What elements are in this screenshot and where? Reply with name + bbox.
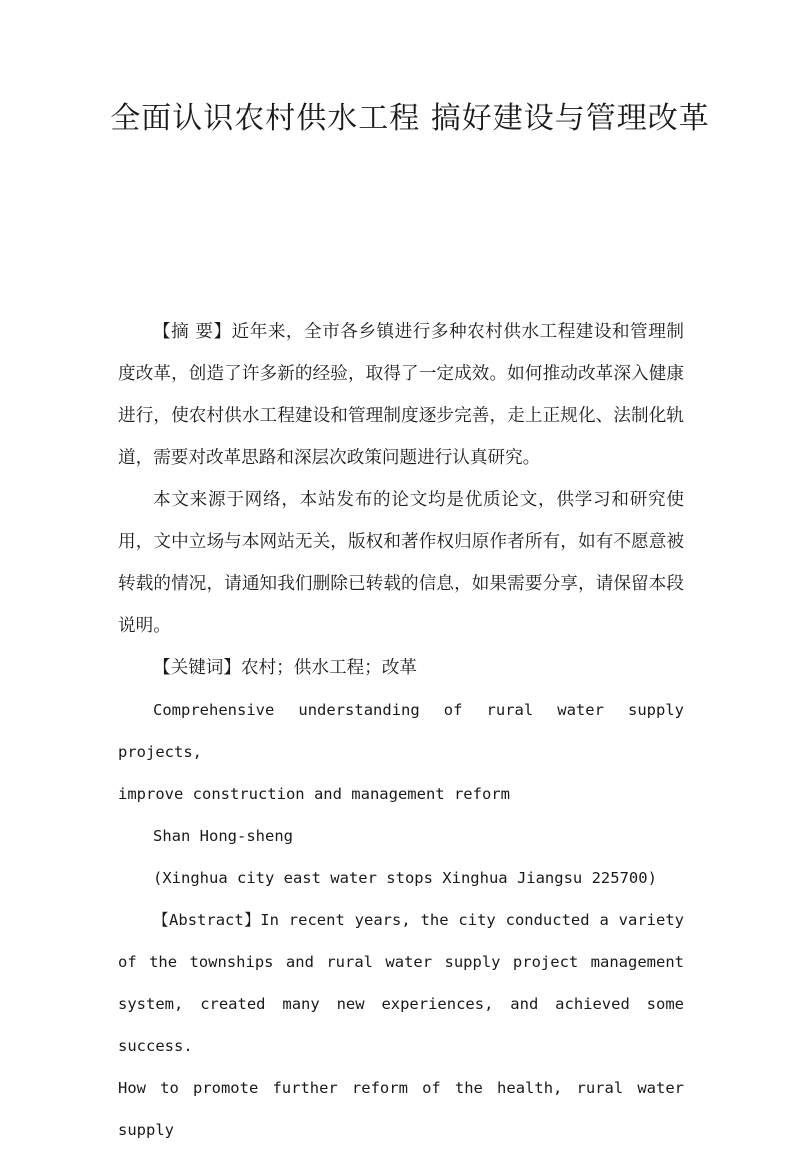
- english-title-line-2: improve construction and management reform: [118, 785, 510, 803]
- abstract-en-line-4: How to promote further reform of the health, rural water supply: [118, 1079, 684, 1139]
- abstract-cn: 【摘 要】近年来，全市各乡镇进行多种农村供水工程建设和管理制度改革，创造了许多新的经验，取得了一定成效。如何推动改革深入健康进行，使农村供水工程建设和管理制度逐步完善，走上正规化、法制化轨道，需要对改革思路和深层次政策问题进行认真研究。: [118, 322, 684, 468]
- document-body: [118, 311, 684, 1151]
- abstract-en-line-1: 【Abstract】In recent years, the city conducted a variety: [153, 911, 684, 929]
- abstract-en-cont: [118, 941, 684, 1151]
- english-title-cont: [118, 773, 684, 815]
- affiliation-en: (Xinghua city east water stops Xinghua Jiangsu 225700): [153, 869, 657, 887]
- keywords-cn: 【关键词】农村；供水工程；改革: [153, 658, 417, 678]
- english-title: [118, 689, 684, 773]
- source-note: 本文来源于网络，本站发布的论文均是优质论文，供学习和研究使用，文中立场与本网站无关，版权和著作权归原作者所有，如有不愿意被转载的情况，请通知我们删除已转载的信息，如果需要分享，请保留本段说明。: [118, 490, 684, 636]
- abstract-en-line-2: of the townships and rural water supply project management: [118, 953, 684, 971]
- abstract-en: [118, 899, 684, 941]
- document-title: 全面认识农村供水工程 搞好建设与管理改革: [110, 101, 710, 136]
- english-title-line-1: Comprehensive understanding of rural water supply projects,: [118, 701, 684, 761]
- abstract-en-line-3: system, created many new experiences, and achieved some success.: [118, 995, 684, 1055]
- author-en: Shan Hong-sheng: [153, 827, 293, 845]
